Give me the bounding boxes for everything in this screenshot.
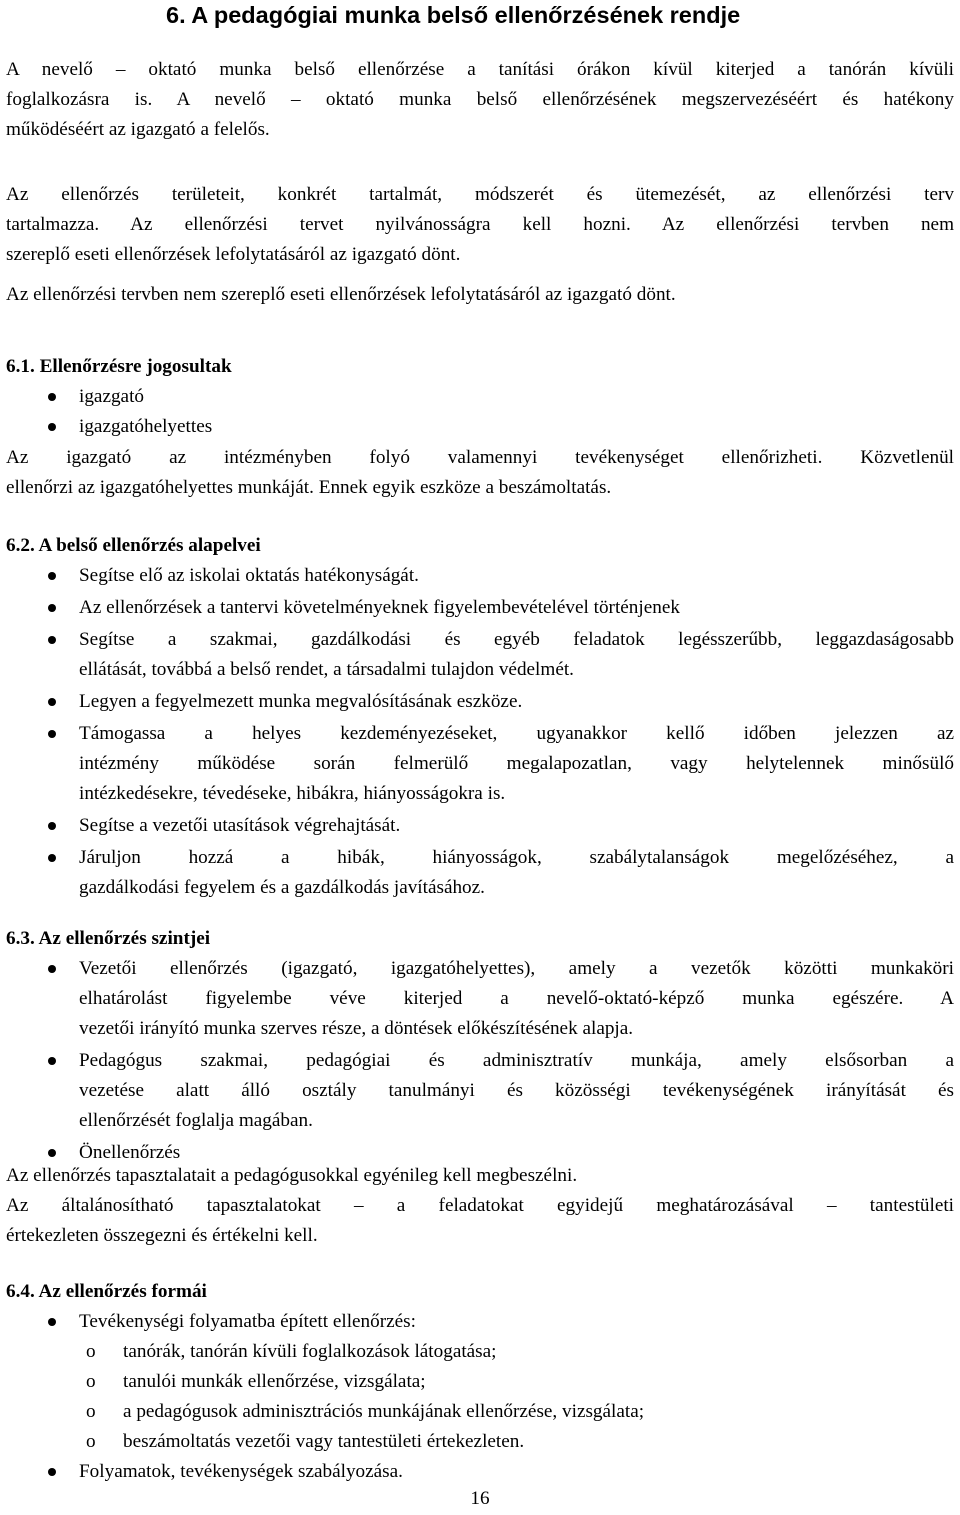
list-item-text: vezetése alatt álló osztály tanulmányi és közösségi tevékenységének irányítását és (79, 1080, 954, 1101)
bullet-icon (48, 822, 56, 830)
text-line: értekezleten összegezni és értékelni kell. (6, 1225, 318, 1246)
bullet-icon (48, 604, 56, 612)
intro-paragraph-3 (6, 280, 954, 310)
sub-list-item (6, 1337, 954, 1367)
list-6-1 (6, 382, 954, 442)
list-item (6, 1307, 954, 1337)
list-item (6, 954, 954, 1044)
sub-list-item (6, 1397, 954, 1427)
list-6-3 (6, 954, 954, 1168)
text-line: foglalkozásra is. A nevelő – oktató munka belső ellenőrzésének megszervezéséért és hatékony (6, 89, 954, 110)
list-item-text: igazgatóhelyettes (79, 416, 213, 437)
list-item (6, 687, 954, 717)
list-item (6, 843, 954, 903)
text-line: A nevelő – oktató munka belső ellenőrzése a tanítási órákon kívül kiterjed a tanórán kívüli (6, 59, 954, 80)
list-item-text: Az ellenőrzések a tantervi követelményeknek figyelembevételével történjenek (79, 597, 680, 618)
list-item (6, 412, 954, 442)
list-item (6, 561, 954, 591)
text-line: működéséért az igazgató a felelős. (6, 119, 270, 140)
bullet-icon (48, 698, 56, 706)
bullet-icon (48, 572, 56, 580)
list-item (6, 593, 954, 623)
text-line: ellenőrzi az igazgatóhelyettes munkáját. Ennek egyik eszköze a beszámoltatás. (6, 477, 612, 498)
sub-list-item-text: beszámoltatás vezetői vagy tantestületi értekezleten. (123, 1431, 525, 1452)
list-item-text: Legyen a fegyelmezett munka megvalósításának eszköze. (79, 691, 523, 712)
list-item-text: intézmény működése során felmerülő megalapozatlan, vagy helytelennek minősülő (79, 753, 954, 774)
list-item-text: Pedagógus szakmai, pedagógiai és adminisztratív munkája, amely elsősorban a (79, 1050, 954, 1071)
bullet-icon (48, 636, 56, 644)
page-number: 16 (470, 1488, 490, 1509)
section-heading-6-4: 6.4. Az ellenőrzés formái (6, 1281, 207, 1302)
list-item (6, 811, 954, 841)
list-6-4 (6, 1307, 954, 1487)
list-item-text: ellátását, továbbá a belső rendet, a társadalmi tulajdon védelmét. (79, 659, 574, 680)
list-item-text: Segítse a vezetői utasítások végrehajtását. (79, 815, 401, 836)
list-item-text: Vezetői ellenőrzés (igazgató, igazgatóhelyettes), amely a vezetők közötti munkaköri (79, 958, 954, 979)
list-item-text: gazdálkodási fegyelem és a gazdálkodás javításához. (79, 877, 485, 898)
bullet-icon (48, 730, 56, 738)
list-item (6, 382, 954, 412)
intro-paragraph-2 (6, 180, 954, 270)
bullet-icon (48, 1057, 56, 1065)
bullet-icon (48, 393, 56, 401)
paragraph-6-3-b (6, 1191, 954, 1251)
text-line: Az ellenőrzés területeit, konkrét tartalmát, módszerét és ütemezését, az ellenőrzési terv (6, 184, 954, 205)
bullet-icon (48, 854, 56, 862)
list-item-text: Járuljon hozzá a hibák, hiányosságok, szabálytalanságok megelőzéséhez, a (79, 847, 954, 868)
list-item (6, 625, 954, 685)
list-item-text: igazgató (79, 386, 144, 407)
list-item-text: Segítse a szakmai, gazdálkodási és egyéb feladatok legésszerűbb, leggazdaságosabb (79, 629, 954, 650)
list-item (6, 1457, 954, 1487)
bullet-icon (48, 1468, 56, 1476)
sub-list-item (6, 1367, 954, 1397)
list-item-text: intézkedésekre, tévedéseke, hibákra, hiányosságokra is. (79, 783, 506, 804)
sub-list-item (6, 1427, 954, 1457)
text-line: Az ellenőrzési tervben nem szereplő eseti ellenőrzések lefolytatásáról az igazgató dönt. (6, 284, 676, 305)
list-6-2 (6, 561, 954, 903)
list-item-text: Támogassa a helyes kezdeményezéseket, ugyanakkor kellő időben jelezzen az (79, 723, 954, 744)
sub-list-item-text: tanórák, tanórán kívüli foglalkozások látogatása; (123, 1341, 497, 1362)
sub-bullet-marker: o (86, 1431, 96, 1452)
list-item-text: Segítse elő az iskolai oktatás hatékonyságát. (79, 565, 419, 586)
sub-list-item-text: tanulói munkák ellenőrzése, vizsgálata; (123, 1371, 426, 1392)
paragraph-6-3-a (6, 1161, 954, 1191)
sub-bullet-marker: o (86, 1341, 96, 1362)
list-item (6, 1046, 954, 1136)
list-item-text: Önellenőrzés (79, 1142, 181, 1163)
list-item-text: Tevékenységi folyamatba épített ellenőrzés: (79, 1311, 416, 1332)
list-item-text: vezetői irányító munka szerves része, a döntések előkészítésének alapja. (79, 1018, 634, 1039)
sub-bullet-marker: o (86, 1401, 96, 1422)
section-heading-6-3: 6.3. Az ellenőrzés szintjei (6, 928, 211, 949)
text-line: Az általánosítható tapasztalatokat – a feladatokat egyidejű meghatározásával – tantestületi (6, 1195, 954, 1216)
bullet-icon (48, 1318, 56, 1326)
text-line: Az igazgató az intézményben folyó valamennyi tevékenységet ellenőrizheti. Közvetlenül (6, 447, 954, 468)
text-line: szereplő eseti ellenőrzések lefolytatásáról az igazgató dönt. (6, 244, 461, 265)
section-heading-6-2: 6.2. A belső ellenőrzés alapelvei (6, 535, 261, 556)
bullet-icon (48, 965, 56, 973)
bullet-icon (48, 423, 56, 431)
list-item-text: ellenőrzését foglalja magában. (79, 1110, 313, 1131)
bullet-icon (48, 1149, 56, 1157)
paragraph-6-1 (6, 443, 954, 503)
page-title: 6. A pedagógiai munka belső ellenőrzésének rendje (166, 2, 741, 28)
list-item-text: elhatárolást figyelembe véve kiterjed a nevelő-oktató-képző munka egészére. A (79, 988, 954, 1009)
list-item-text: Folyamatok, tevékenységek szabályozása. (79, 1461, 403, 1482)
intro-paragraph-1 (6, 55, 954, 145)
list-item (6, 719, 954, 809)
text-line: tartalmazza. Az ellenőrzési tervet nyilvánosságra kell hozni. Az ellenőrzési tervben nem (6, 214, 954, 235)
text-line: Az ellenőrzés tapasztalatait a pedagógusokkal egyénileg kell megbeszélni. (6, 1165, 578, 1186)
section-heading-6-1: 6.1. Ellenőrzésre jogosultak (6, 356, 232, 377)
sub-list-item-text: a pedagógusok adminisztrációs munkájának ellenőrzése, vizsgálata; (123, 1401, 645, 1422)
sub-bullet-marker: o (86, 1371, 96, 1392)
